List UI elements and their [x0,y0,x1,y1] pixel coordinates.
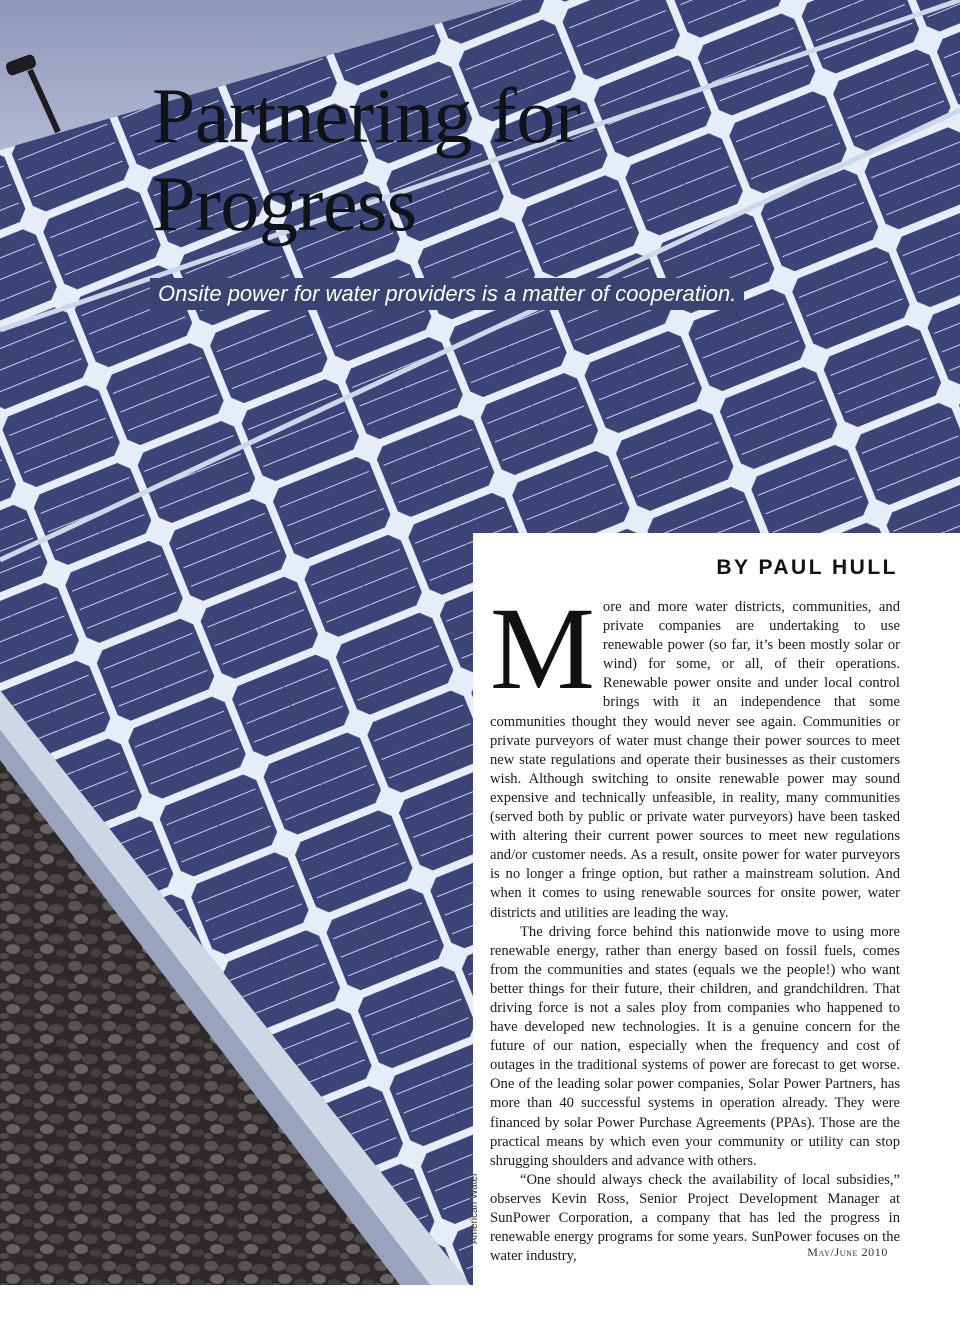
photo-credit-wrap [469,1172,481,1324]
article-paragraph: “One should always check the availability of local subsidies,” observes Kevin Ross, Senior Project Development Manager at SunPower Corporation, a company that has led the progress in renewable energy programs for some years. SunPower focuses on the water industry, [490,1171,900,1265]
paragraph-text: ore and more water districts, communities, and private companies are undertaking to use renewable power (so far, it’s been mostly solar or wind) for some, or all, of their operations. Renewable power onsite and under local control brings with it an independence that some communities thought they would never see again. Communities or private purveyors of water must change their power sources to meet new state regulations and operate their businesses as their customers wish. Although switching to onsite renewable power may sound expensive and technically unfeasible, in reality, many communities (served both by public or private water purveyors) have been tasked with altering their current power sources to meet new regulations and/or customer needs. As a result, onsite power for water purveyors is no longer a fringe option, but rather a mainstream solution. And when it comes to using renewable sources for onsite power, water districts and utilities are leading the way. [490,599,900,921]
article-paragraph: The driving force behind this nationwide move to using more renewable energy, rather than energy based on fossil fuels, comes from the communities and states (equals we the people!) who want better things for their future, their children, and grandchildren. That driving force is not a sales ploy from companies who happened to have developed new technologies. It is a genuine concern for the future of our nation, especially when the frequency and cost of outages in the traditional systems of power are forecast to get worse. One of the leading solar power companies, Solar Power Partners, has more than 40 successful systems in operation already. They were financed by solar Power Purchase Agreements (PPAs). Those are the practical means by which even your community or utility can stop shrugging shoulders and advance with others. [490,923,900,1169]
article-paragraph [490,583,900,923]
title-line-2: Progress [152,160,417,247]
issue-date-folio: May/June 2010 [807,1245,888,1259]
drop-cap: M [490,583,595,714]
article-title [152,72,580,248]
article-subtitle: Onsite power for water providers is a matter of cooperation. [150,278,744,310]
author-byline: BY PAUL HULL [716,556,898,579]
title-line-1: Partnering for [152,72,581,159]
article-body [490,583,900,1266]
photo-credit: American Water [469,1172,480,1244]
